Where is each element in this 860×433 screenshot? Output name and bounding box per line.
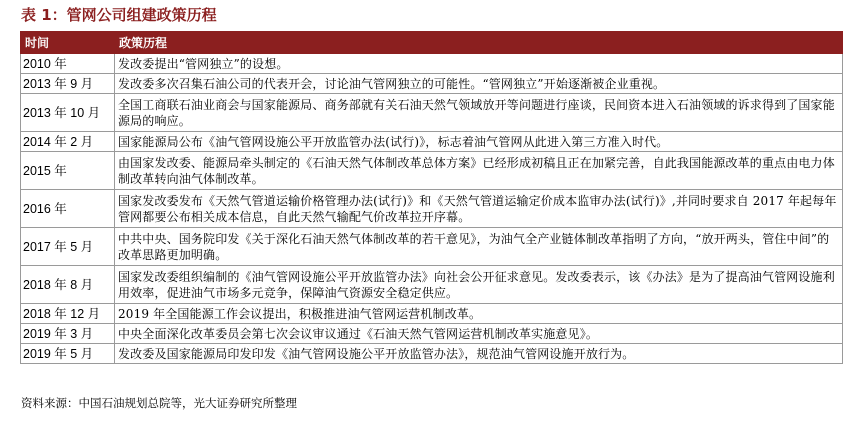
row-event: 发改委提出“管网独立”的设想。 (115, 54, 843, 74)
row-time: 2015 年 (21, 152, 115, 190)
table-row (21, 304, 843, 324)
row-event: 国家发改委组织编制的《油气管网设施公平开放监管办法》向社会公开征求意见。发改委表示，该《办法》是为了提高油气管网设施利用效率，促进油气市场多元竞争，保障油气资源安全稳定供应。 (115, 266, 843, 304)
row-event: 2019 年全国能源工作会议提出，积极推进油气管网运营机制改革。 (115, 304, 843, 324)
row-time: 2010 年 (21, 54, 115, 74)
row-event: 发改委多次召集石油公司的代表开会，讨论油气管网独立的可能性。“管网独立”开始逐渐被企业重视。 (115, 74, 843, 94)
policy-history-table (20, 31, 843, 364)
row-time: 2013 年 9 月 (21, 74, 115, 94)
table-row (21, 344, 843, 364)
table-title: 表 1：管网公司组建政策历程 (21, 6, 217, 24)
row-time: 2018 年 8 月 (21, 266, 115, 304)
row-time: 2014 年 2 月 (21, 132, 115, 152)
table-header-row (21, 32, 843, 54)
table-row (21, 324, 843, 344)
table-row (21, 190, 843, 228)
row-event: 国家发改委发布《天然气管道运输价格管理办法(试行)》和《天然气管道运输定价成本监审办法(试行)》,并同时要求自 2017 年起每年管网都要公布相关成本信息，自此天然气输配气价改革拉开序幕。 (115, 190, 843, 228)
row-event: 中共中央、国务院印发《关于深化石油天然气体制改革的若干意见》，为油气全产业链体制改革指明了方向，“放开两头，管住中间”的改革思路更加明确。 (115, 228, 843, 266)
table-row (21, 228, 843, 266)
header-time: 时间 (21, 32, 115, 54)
table-row (21, 94, 843, 132)
row-event: 国家能源局公布《油气管网设施公平开放监管办法(试行)》，标志着油气管网从此进入第三方准入时代。 (115, 132, 843, 152)
table-row (21, 132, 843, 152)
header-event: 政策历程 (115, 32, 843, 54)
row-time: 2019 年 5 月 (21, 344, 115, 364)
table-row (21, 54, 843, 74)
row-time: 2013 年 10 月 (21, 94, 115, 132)
row-event: 发改委及国家能源局印发印发《油气管网设施公平开放监管办法》，规范油气管网设施开放行为。 (115, 344, 843, 364)
table-row (21, 74, 843, 94)
table-row (21, 152, 843, 190)
source-note: 资料来源：中国石油规划总院等，光大证券研究所整理 (21, 396, 297, 410)
row-event: 由国家发改委、能源局牵头制定的《石油天然气体制改革总体方案》已经形成初稿且正在加紧完善，自此我国能源改革的重点由电力体制改革转向油气体制改革。 (115, 152, 843, 190)
row-time: 2018 年 12 月 (21, 304, 115, 324)
row-time: 2016 年 (21, 190, 115, 228)
row-event: 中央全面深化改革委员会第七次会议审议通过《石油天然气管网运营机制改革实施意见》。 (115, 324, 843, 344)
table-row (21, 266, 843, 304)
row-event: 全国工商联石油业商会与国家能源局、商务部就有关石油天然气领域放开等问题进行座谈，民间资本进入石油领域的诉求得到了国家能源局的响应。 (115, 94, 843, 132)
row-time: 2017 年 5 月 (21, 228, 115, 266)
row-time: 2019 年 3 月 (21, 324, 115, 344)
